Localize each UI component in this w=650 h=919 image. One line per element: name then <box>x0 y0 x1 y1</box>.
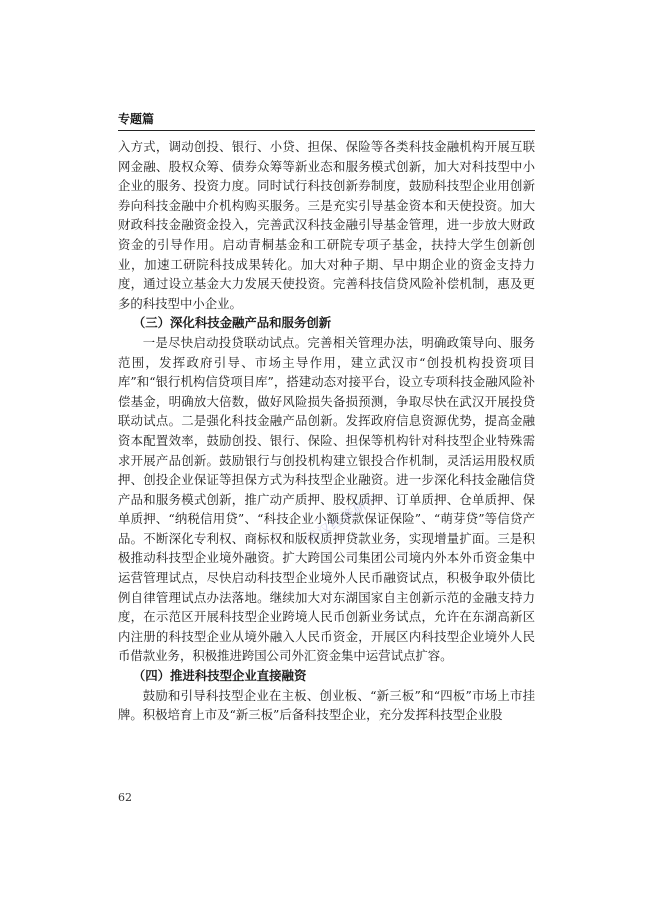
section-header: 专题篇 <box>118 112 155 126</box>
paragraph-direct-financing: 鼓励和引导科技型企业在主板、创业板、“新三板”和“四板”市场上市挂牌。积极培育上市及“新三板”后备科技型企业，充分发挥科技型企业股 <box>118 687 535 723</box>
subheading-3: （三）深化科技金融产品和服务创新 <box>132 315 332 331</box>
paragraph-continued: 入方式，调动创投、银行、小贷、担保、保险等各类科技金融机构开展互联网金融、股权众筹、债券众筹等新业态和服务模式创新，加大对科技型中小企业的服务、投资力度。同时试行科技创新券制度，鼓励科技型企业用创新券向科技金融中介机构购买服务。三是充实引导基金资本和天使投资。加大财政科技金融资金投入，完善武汉科技金融引导基金管理，进一步放大财政资金的引导作用。启动青桐基金和工研院专项子基金，扶持大学生创新创业，加速工研院科技成果转化。加大对种子期、早中期企业的资金支持力度，通过设立基金大力发展天使投资。完善科技信贷风险补偿机制，惠及更多的科技型中小企业。 <box>118 139 535 311</box>
body-text <box>118 137 535 725</box>
page-number: 62 <box>118 791 132 804</box>
subheading-4: （四）推进科技型企业直接融资 <box>132 668 307 684</box>
watermark-stamp: 武汉经济研究 <box>303 490 383 548</box>
header-divider <box>118 130 535 131</box>
paragraph-innovation: 一是尽快启动投贷联动试点。完善相关管理办法，明确政策导向、服务范围，发挥政府引导、市场主导作用，建立武汉市“创投机构投资项目库”和“银行机构信贷项目库”，搭建动态对接平台，设立专项科技金融风险补偿基金，明确放大倍数，做好风险损失备损预测，争取尽快在武汉开展投贷联动试点。二是强化科技金融产品创新。发挥政府信息资源优势，提高金融资本配置效率，鼓励创投、银行、保险、担保等机构针对科技型企业特殊需求开展产品创新。鼓励银行与创投机构建立银投合作机制，灵活运用股权质押、创投企业保证等担保方式为科技型企业融资。进一步深化科技金融信贷产品和服务模式创新，推广动产质押、股权质押、订单质押、仓单质押、保单质押、“纳税信用贷”、“科技企业小额贷款保证保险”、“萌芽贷”等信贷产品。不断深化专利权、商标权和版权质押贷款业务，实现增量扩面。三是积极推动科技型企业境外融资。扩大跨国公司集团公司境内外本外币资金集中运营管理试点，尽快启动科技型企业境外人民币融资试点，积极争取外债比例自律管理试点办法落地。继续加大对东湖国家自主创新示范的金融支持力度，在示范区开展科技型企业跨境人民币创新业务试点，允许在东湖高新区内注册的科技型企业从境外融入人民币资金，开展区内科技型企业境外人民币借款业务，积极推进跨国公司外汇资金集中运营试点扩容。 <box>118 334 535 664</box>
